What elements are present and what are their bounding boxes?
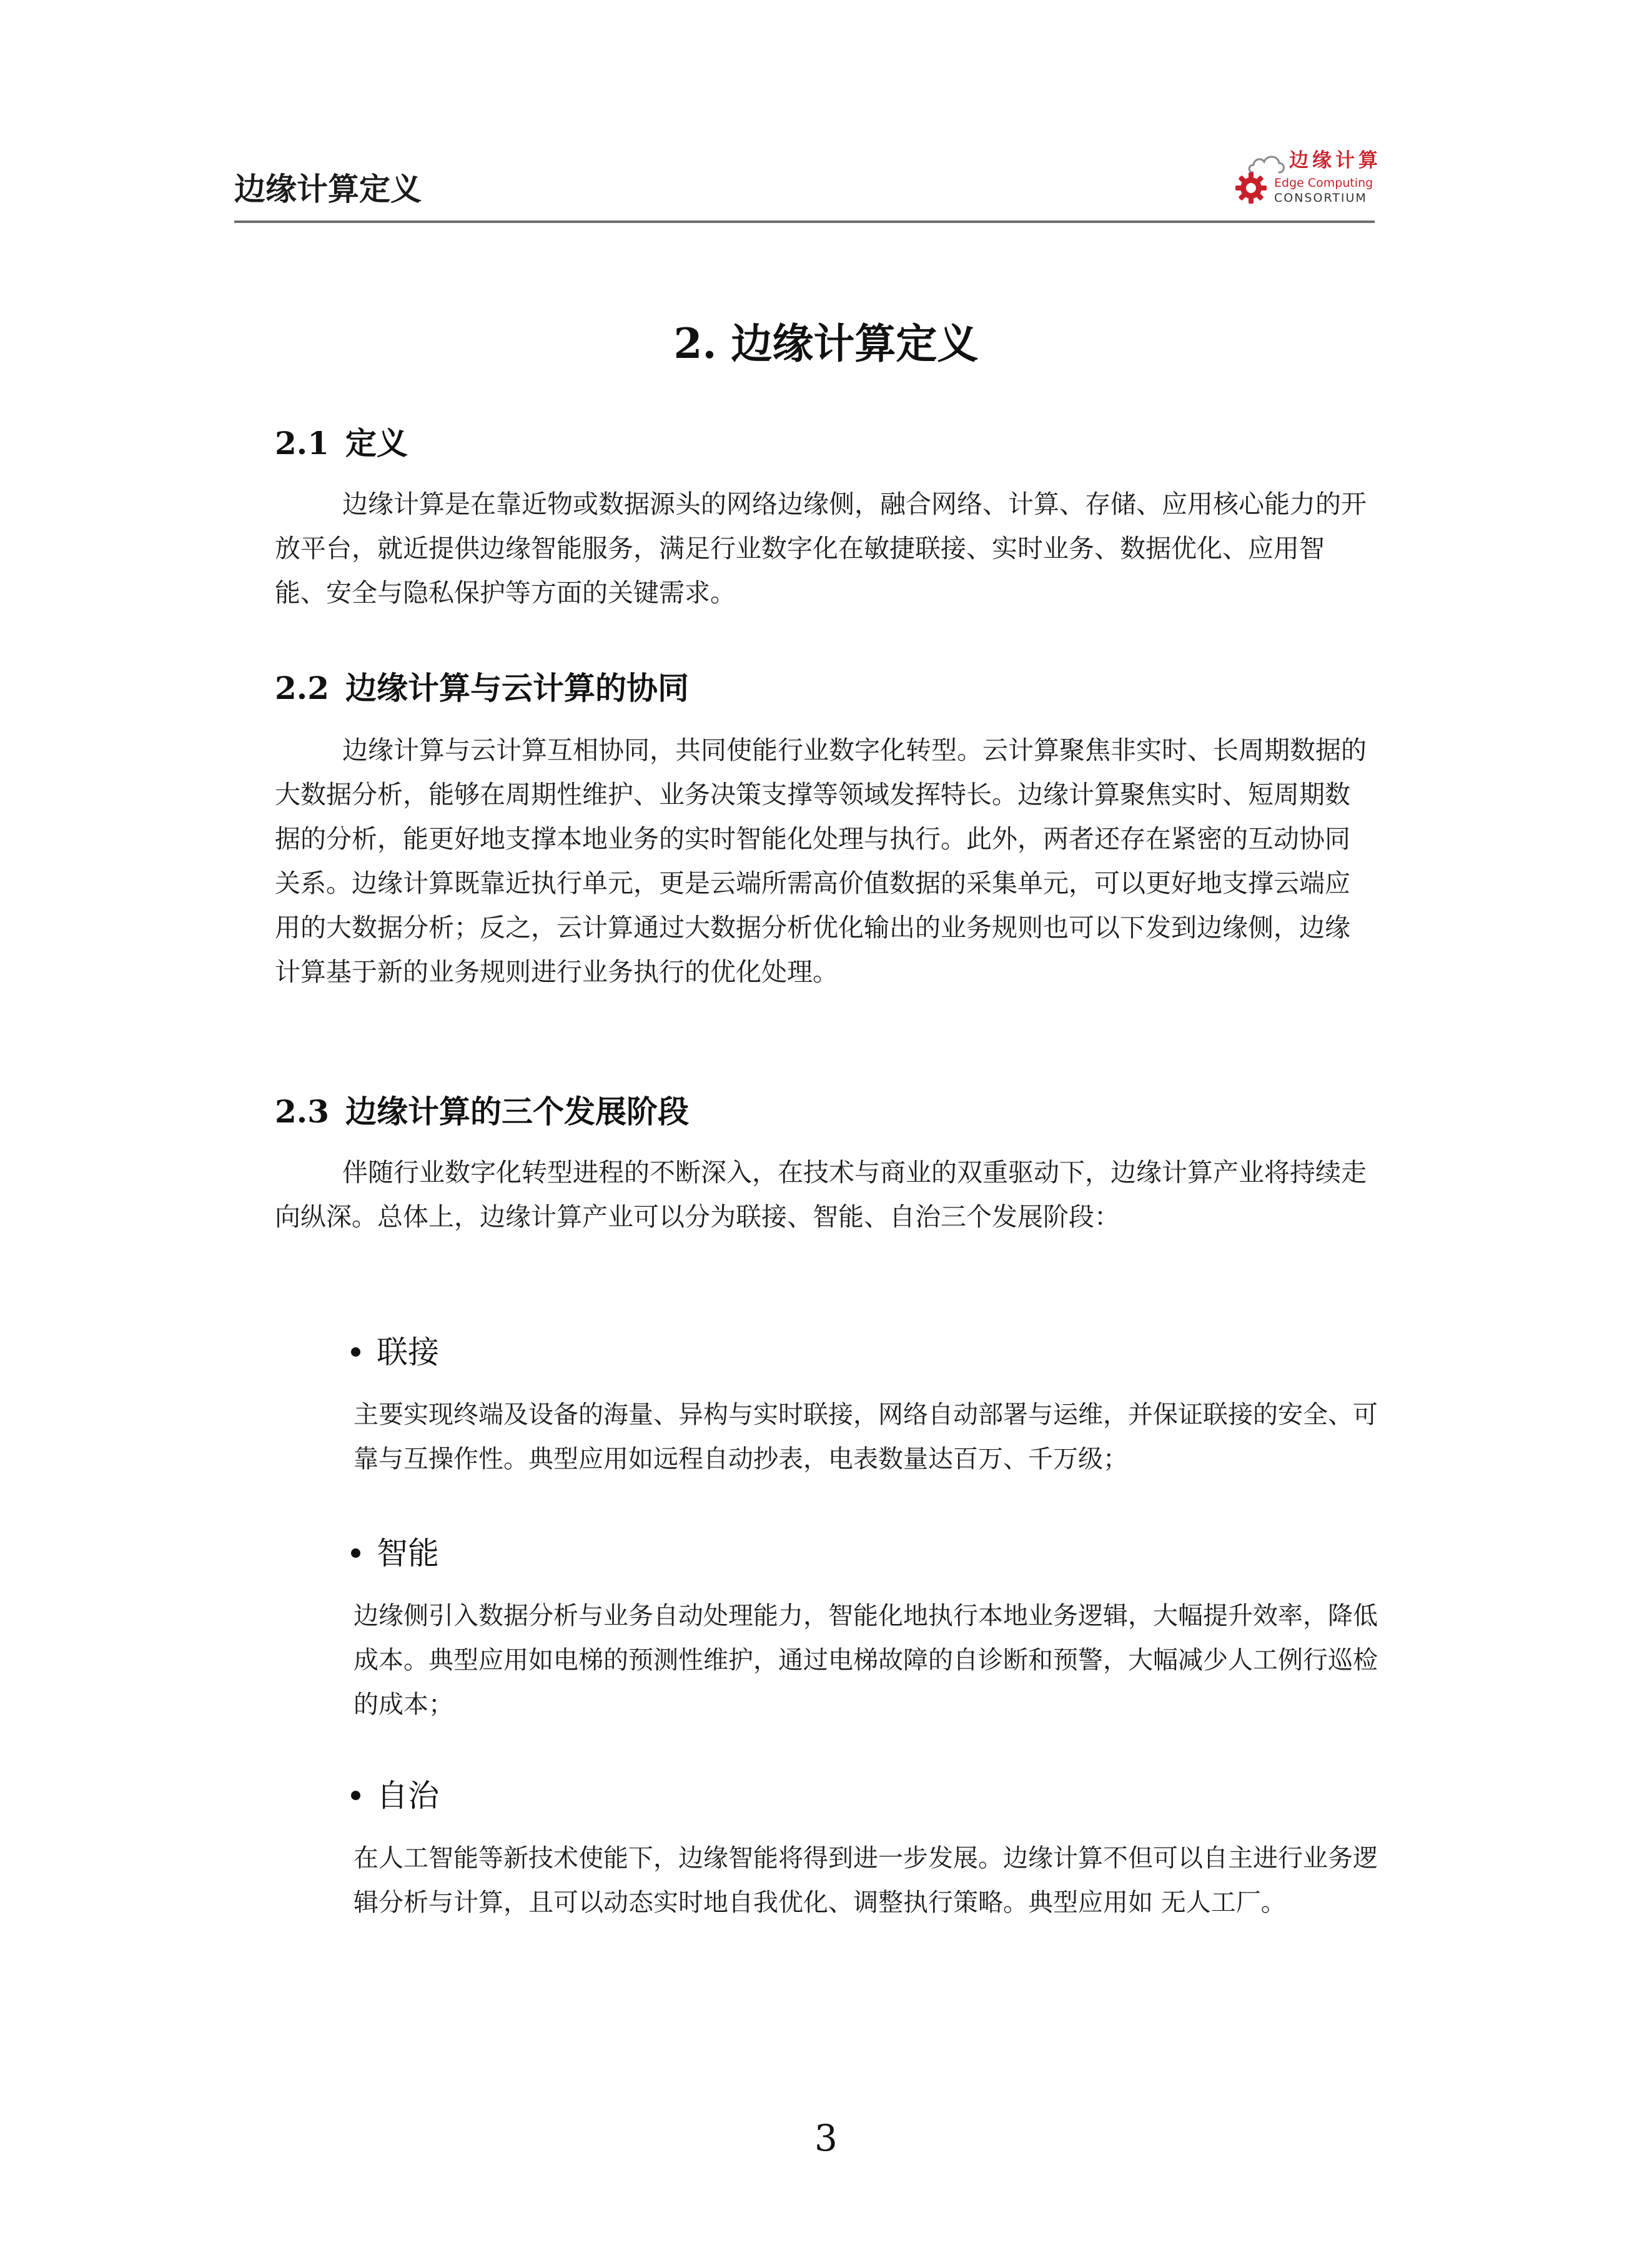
consortium-logo xyxy=(1234,149,1382,210)
section-number: 2.3 xyxy=(275,1093,329,1130)
stage-title: 自治 xyxy=(377,1778,439,1814)
section-title: 定义 xyxy=(345,425,408,462)
section-title: 边缘计算与云计算的协同 xyxy=(345,670,689,706)
stage-text-connect: 主要实现终端及设备的海量、异构与实时联接，网络自动部署与运维，并保证联接的安全、可靠与互操作性。典型应用如远程自动抄表，电表数量达百万、千万级； xyxy=(354,1400,1378,1473)
stage-heading-connect xyxy=(351,1330,439,1374)
section-title: 边缘计算的三个发展阶段 xyxy=(345,1093,689,1130)
section-heading-2-3 xyxy=(275,1090,689,1134)
section-number: 2.1 xyxy=(275,425,329,462)
stage-heading-intelligence xyxy=(351,1532,439,1575)
stage-title: 联接 xyxy=(377,1334,439,1370)
stage-heading-autonomy xyxy=(351,1774,439,1818)
gear-icon xyxy=(1234,171,1268,205)
stage-text-autonomy: 在人工智能等新技术使能下，边缘智能将得到进一步发展。边缘计算不但可以自主进行业务逻辑分析与计算，且可以动态实时地自我优化、调整执行策略。典型应用如 无人工厂。 xyxy=(354,1844,1378,1917)
chapter-title: 2. 边缘计算定义 xyxy=(673,319,979,368)
logo-name-en-line2: CONSORTIUM xyxy=(1274,191,1367,205)
bullet-icon xyxy=(351,1791,360,1800)
section-2-2-paragraph: 边缘计算与云计算互相协同，共同使能行业数字化转型。云计算聚焦非实时、长周期数据的大数据分析，能够在周期性维护、业务决策支撑等领域发挥特长。边缘计算聚焦实时、短周期数据的分析，能更好地支撑本地业务的实时智能化处理与执行。此外，两者还存在紧密的互动协同关系。边缘计算既靠近执行单元，更是云端所需高价值数据的采集单元，可以更好地支撑云端应用的大数据分析；反之，云计算通过大数据分析优化输出的业务规则也可以下发到边缘侧，边缘计算基于新的业务规则进行业务执行的优化处理。 xyxy=(275,735,1367,987)
header-divider xyxy=(234,220,1375,223)
page-number: 3 xyxy=(814,2117,838,2159)
section-2-1-paragraph: 边缘计算是在靠近物或数据源头的网络边缘侧，融合网络、计算、存储、应用核心能力的开放平台，就近提供边缘智能服务，满足行业数字化在敏捷联接、实时业务、数据优化、应用智能、安全与隐私保护等方面的关键需求。 xyxy=(275,489,1367,608)
bullet-icon xyxy=(351,1347,360,1357)
stage-title: 智能 xyxy=(377,1535,439,1572)
section-heading-2-2 xyxy=(275,666,689,710)
logo-name-en-line1: Edge Computing xyxy=(1274,176,1373,190)
section-2-3-paragraph: 伴随行业数字化转型进程的不断深入，在技术与商业的双重驱动下，边缘计算产业将持续走向纵深。总体上，边缘计算产业可以分为联接、智能、自治三个发展阶段： xyxy=(275,1157,1367,1232)
bullet-icon xyxy=(351,1548,360,1558)
section-number: 2.2 xyxy=(275,670,329,706)
logo-name-cn: 边缘计算 xyxy=(1289,149,1382,172)
running-header-title: 边缘计算定义 xyxy=(234,171,422,207)
section-heading-2-1 xyxy=(275,422,408,465)
stage-text-intelligence: 边缘侧引入数据分析与业务自动处理能力，智能化地执行本地业务逻辑，大幅提升效率，降低成本。典型应用如电梯的预测性维护，通过电梯故障的自诊断和预警，大幅减少人工例行巡检的成本； xyxy=(354,1602,1378,1719)
